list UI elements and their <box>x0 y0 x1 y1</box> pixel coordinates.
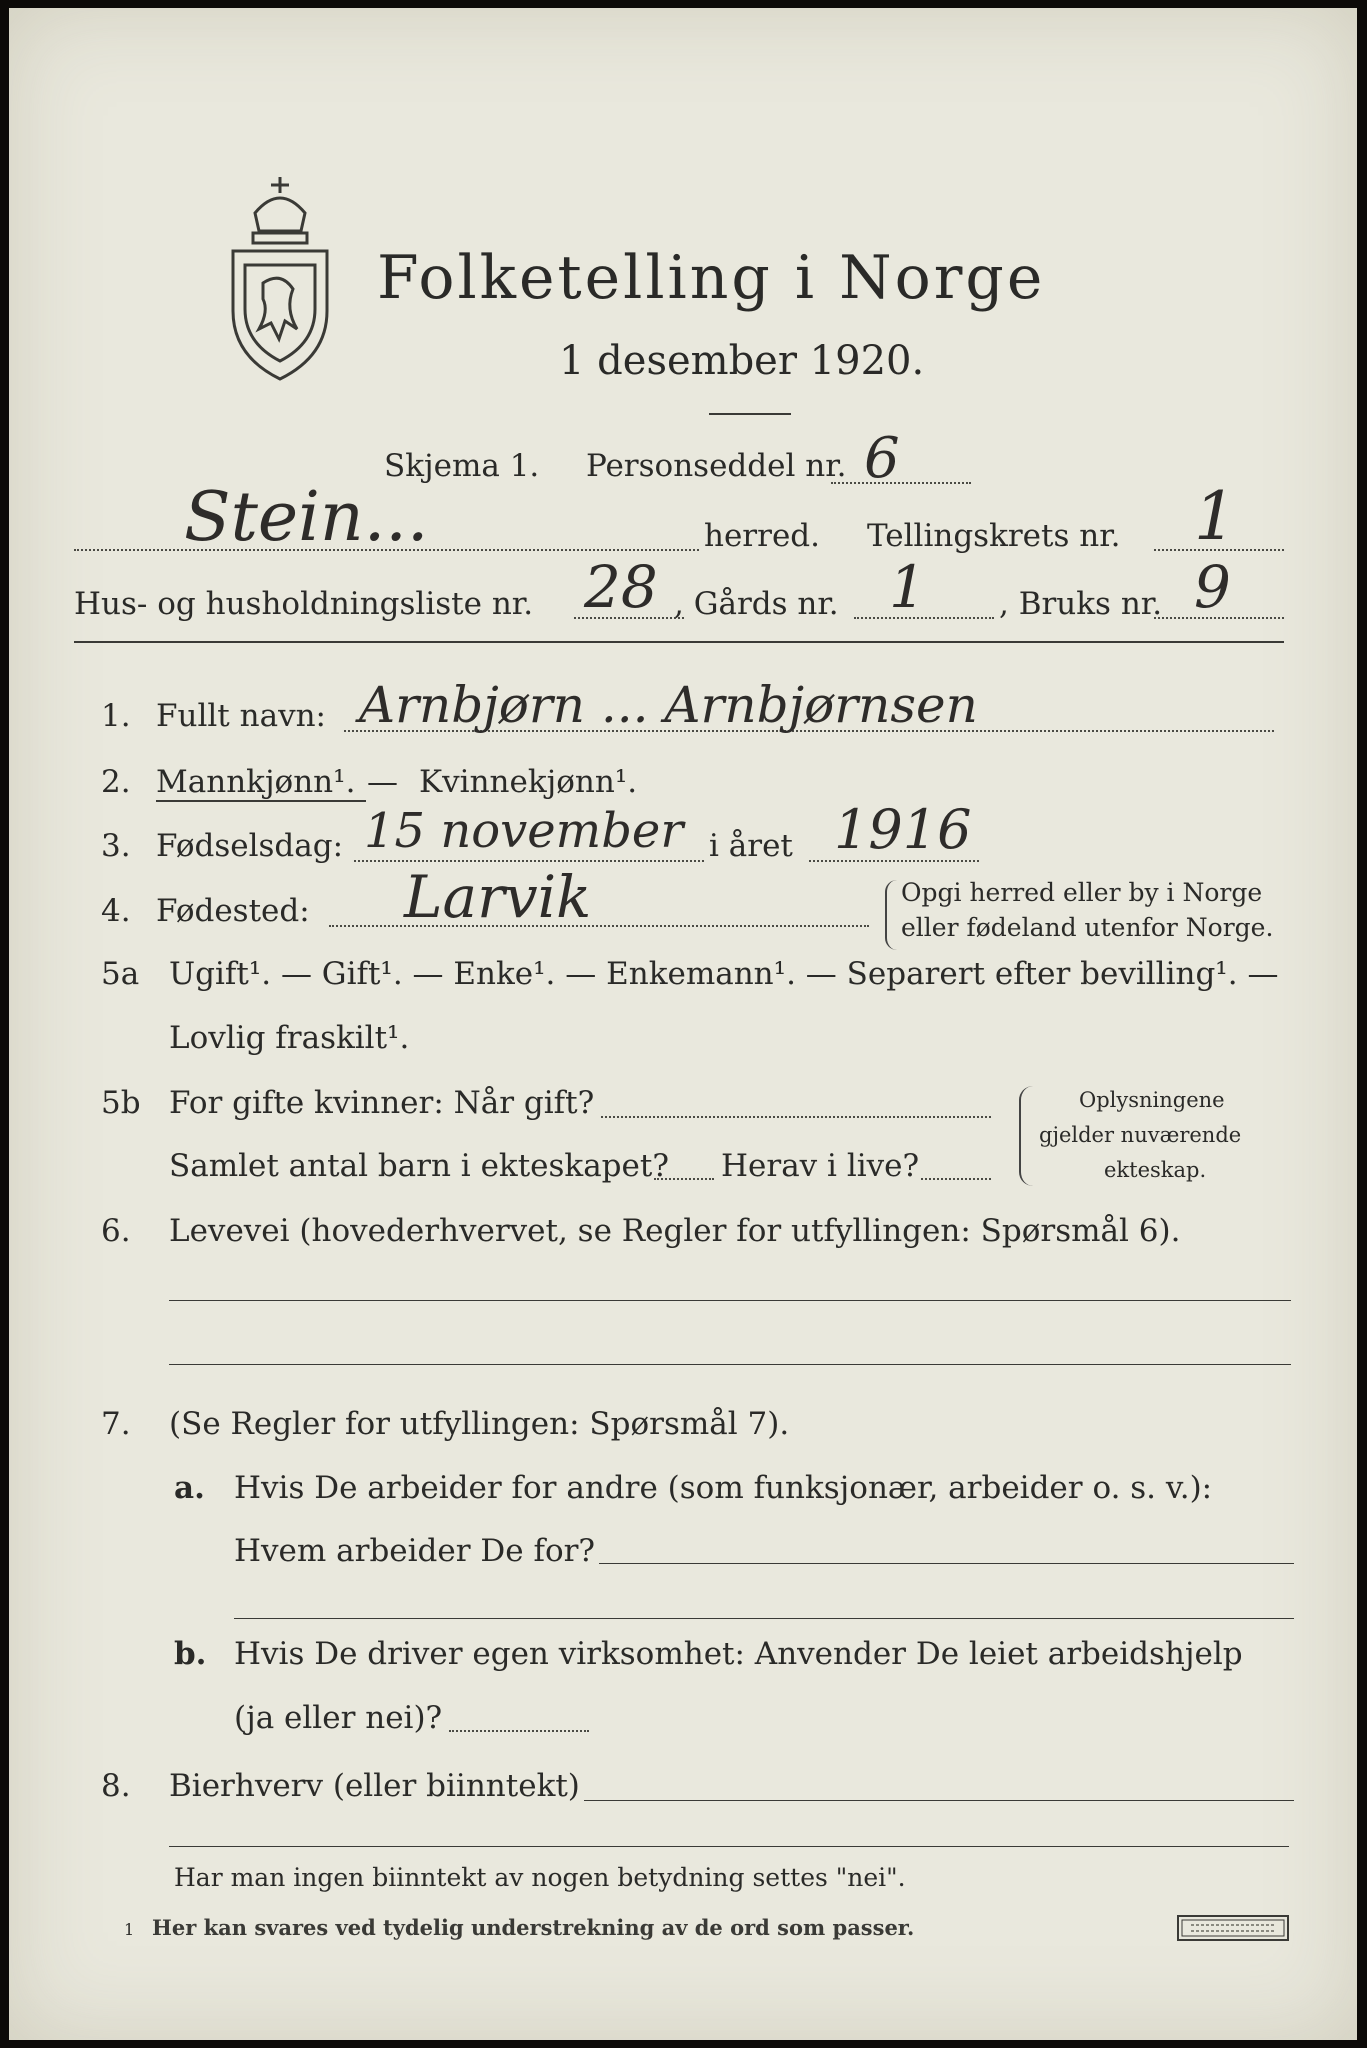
children-alive-line[interactable] <box>921 1178 991 1180</box>
q1-number: 1. <box>101 698 131 734</box>
q4-note-1: Opgi herred eller by i Norge <box>901 878 1263 907</box>
census-form <box>9 8 1357 2040</box>
hired-help-label: (ja eller nei)? <box>234 1700 443 1736</box>
divorced-option[interactable]: Lovlig fraskilt¹. <box>169 1020 410 1056</box>
q5b-brace <box>1019 1086 1033 1186</box>
marital-status-options[interactable]: Ugift¹. — Gift¹. — Enke¹. — Enkemann¹. — Separert efter bevilling¹. — <box>169 956 1279 992</box>
personseddel-line <box>831 482 971 484</box>
gards-label: , Gårds nr. <box>674 586 839 622</box>
tellingskrets-value[interactable]: 1 <box>1194 478 1236 555</box>
q1-label: Fullt navn: <box>156 698 326 734</box>
q3-label: Fødselsdag: <box>156 828 344 864</box>
q2-separator: — <box>367 764 398 800</box>
birth-year-value[interactable]: 1916 <box>834 798 972 861</box>
bruks-value[interactable]: 9 <box>1194 553 1231 621</box>
q5b-note-1: Oplysningene <box>1079 1088 1225 1112</box>
census-date: 1 desember 1920. <box>559 338 925 384</box>
q4-number: 4. <box>101 893 131 929</box>
husliste-label: Hus- og husholdningsliste nr. <box>74 586 534 622</box>
hired-help-line[interactable] <box>449 1730 589 1732</box>
full-name-value[interactable]: Arnbjørn ... Arnbjørnsen <box>359 676 978 734</box>
footnote-text: Her kan svares ved tydelig understrekning av de ord som passer. <box>152 1915 915 1940</box>
children-total-label: Samlet antal barn i ekteskapet? <box>169 1148 669 1184</box>
q3-number: 3. <box>101 828 131 864</box>
birthplace-value[interactable]: Larvik <box>404 863 592 931</box>
q7b-number: b. <box>174 1636 207 1672</box>
q5b-number: 5b <box>101 1085 141 1121</box>
q7a-number: a. <box>174 1470 205 1506</box>
married-when-line[interactable] <box>601 1116 991 1118</box>
employer-label: Hvem arbeider De for? <box>234 1533 596 1569</box>
employer-line[interactable] <box>599 1563 1294 1564</box>
q2-number: 2. <box>101 764 131 800</box>
side-income-line[interactable] <box>584 1800 1294 1801</box>
q6-label: Levevei (hovederhvervet, se Regler for utfyllingen: Spørsmål 6). <box>169 1213 1181 1249</box>
skjema-label: Skjema 1. <box>384 448 540 484</box>
q4-brace <box>885 880 897 950</box>
gards-value[interactable]: 1 <box>889 553 926 621</box>
header-rule <box>74 641 1284 643</box>
q5a-number: 5a <box>101 956 140 992</box>
q4-note-2: eller fødeland utenfor Norge. <box>901 913 1274 942</box>
q5b-note-3: ekteskap. <box>1104 1158 1207 1182</box>
title-divider <box>709 413 791 415</box>
children-alive-label: Herav i live? <box>721 1148 920 1184</box>
footnote-number: 1 <box>124 1920 135 1939</box>
q7-number: 7. <box>101 1406 131 1442</box>
herred-value[interactable]: Stein... <box>184 478 429 557</box>
occupation-line-1[interactable] <box>169 1300 1291 1301</box>
birthday-line <box>354 860 704 862</box>
q5b-note-2: gjelder nuværende <box>1039 1123 1242 1147</box>
husliste-value[interactable]: 28 <box>584 553 658 621</box>
q7-label: (Se Regler for utfyllingen: Spørsmål 7). <box>169 1406 790 1442</box>
personseddel-value[interactable]: 6 <box>864 426 900 491</box>
q6-number: 6. <box>101 1213 131 1249</box>
married-when-label: For gifte kvinner: Når gift? <box>169 1085 595 1121</box>
form-title: Folketelling i Norge <box>377 243 1046 313</box>
occupation-line-2[interactable] <box>169 1364 1291 1365</box>
side-income-note: Har man ingen biinntekt av nogen betydning settes "nei". <box>174 1863 906 1892</box>
notes-divider <box>169 1846 1289 1847</box>
birthday-value[interactable]: 15 november <box>364 803 684 859</box>
q8-number: 8. <box>101 1768 131 1804</box>
herred-label: herred. <box>704 518 820 554</box>
employer-line-2[interactable] <box>234 1618 1294 1619</box>
female-option[interactable]: Kvinnekjønn¹. <box>419 764 638 800</box>
year-label: i året <box>709 828 793 864</box>
coat-of-arms-icon <box>219 173 341 388</box>
personseddel-label: Personseddel nr. <box>586 448 847 484</box>
bruks-label: , Bruks nr. <box>999 586 1163 622</box>
tellingskrets-label: Tellingskrets nr. <box>867 518 1121 554</box>
male-underline <box>156 800 366 802</box>
q4-label: Fødested: <box>156 893 310 929</box>
male-option[interactable]: Mannkjønn¹. <box>156 764 356 800</box>
q8-label: Bierhverv (eller biinntekt) <box>169 1768 580 1804</box>
q7a-question: Hvis De arbeider for andre (som funksjonær, arbeider o. s. v.): <box>234 1470 1213 1506</box>
printer-stamp-icon <box>1177 1915 1289 1941</box>
children-total-line[interactable] <box>654 1178 714 1180</box>
q7b-question: Hvis De driver egen virksomhet: Anvender De leiet arbeidshjelp <box>234 1636 1243 1672</box>
